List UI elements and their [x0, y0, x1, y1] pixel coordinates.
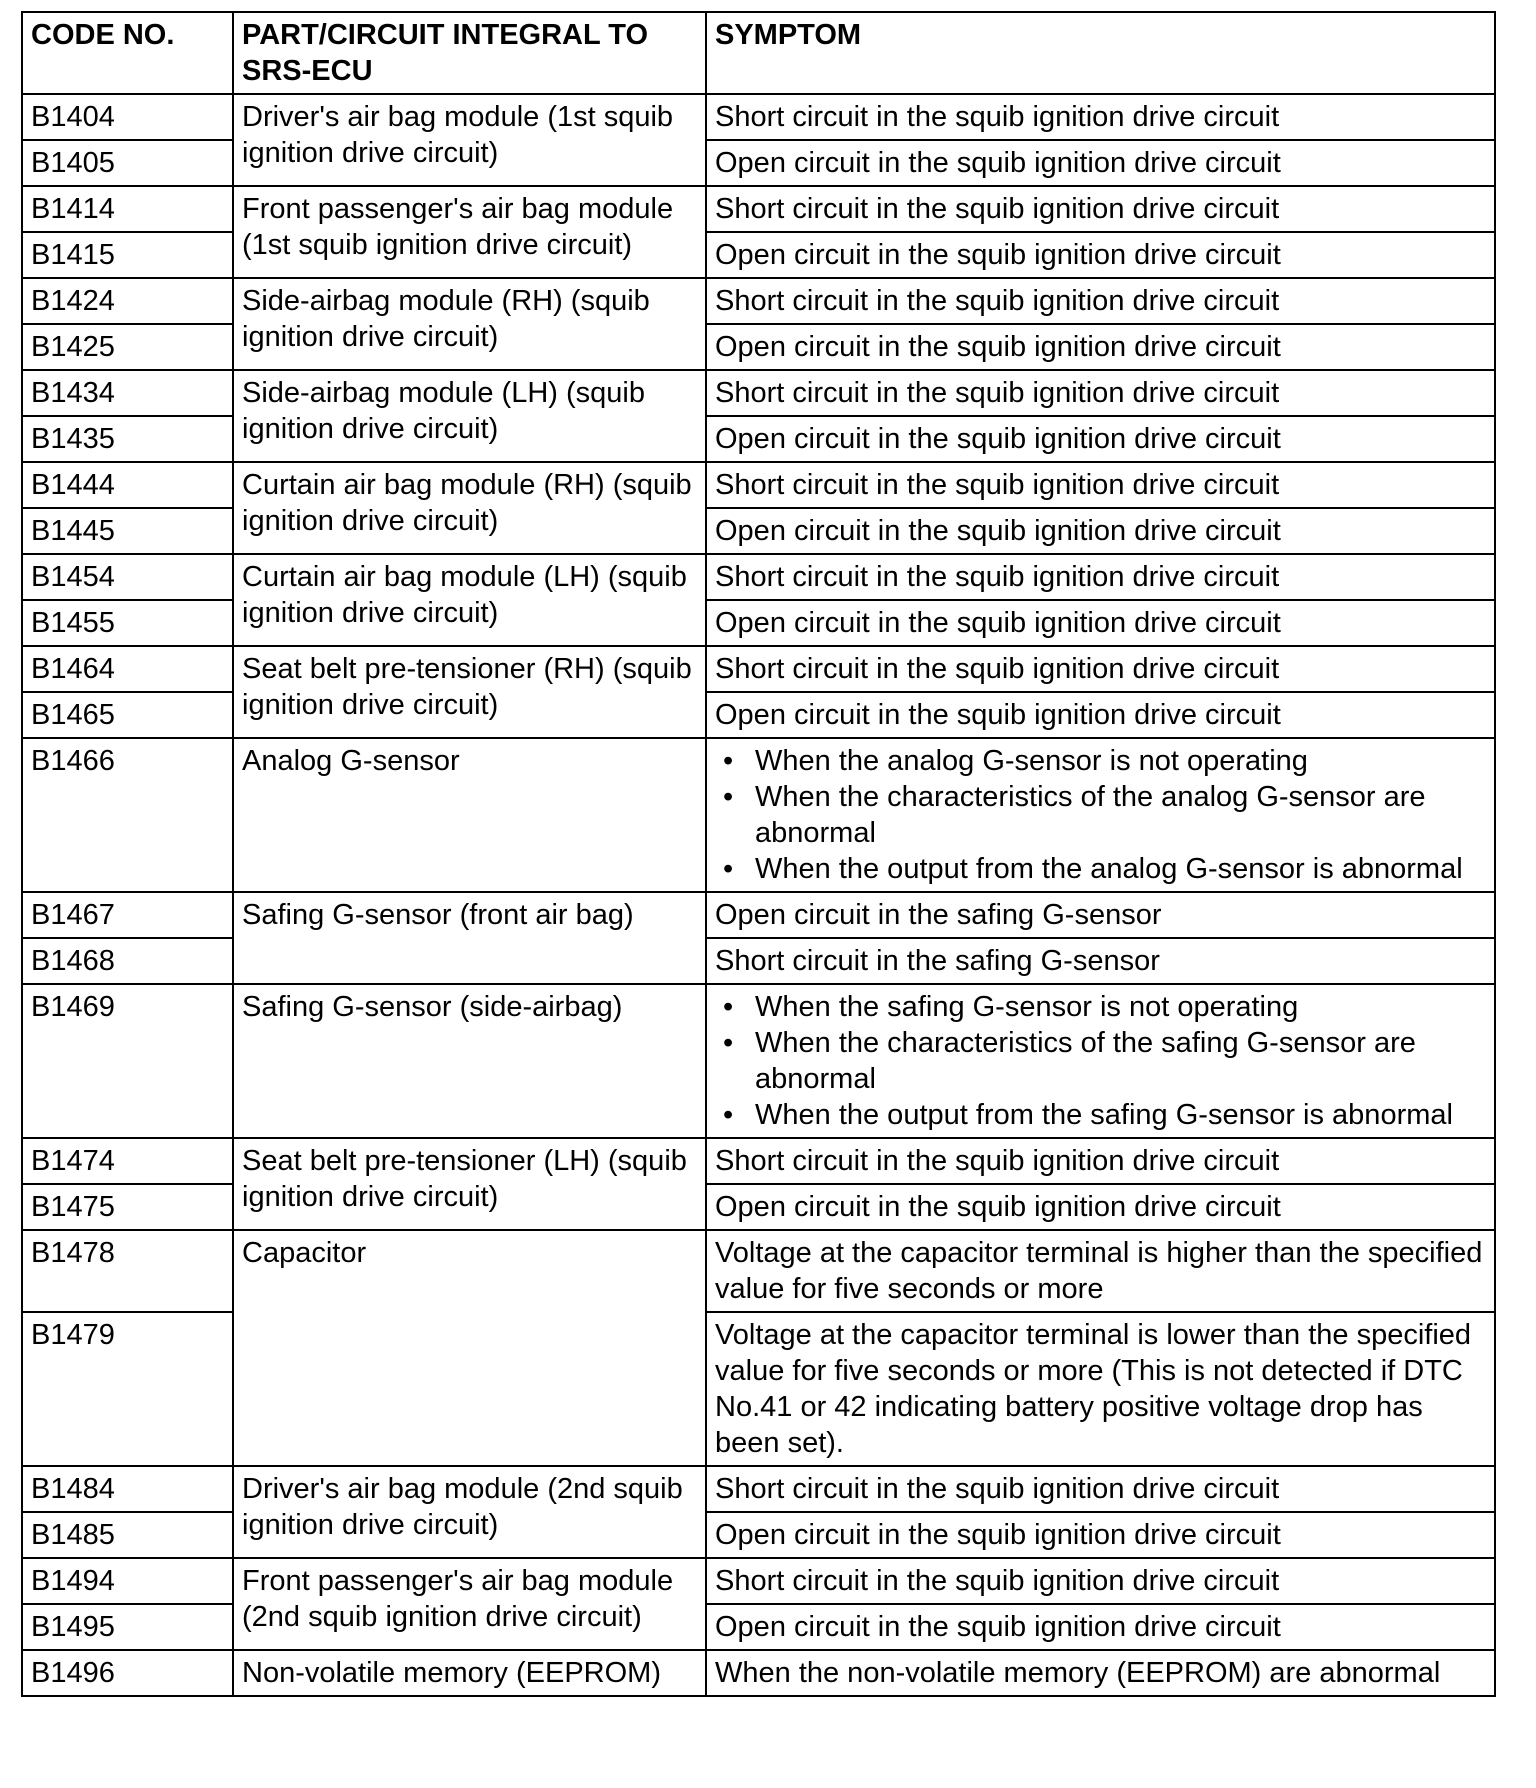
symptom-bullet-item: • When the characteristics of the analog G-sensor are abnormal [755, 779, 1488, 851]
symptom-cell: Voltage at the capacitor terminal is higher than the specified value for five seconds or more [706, 1230, 1495, 1312]
part-cell: Front passenger's air bag module (1st squib ignition drive circuit) [233, 186, 706, 278]
code-cell: B1424 [22, 278, 233, 324]
part-cell: Capacitor [233, 1230, 706, 1466]
table-row [22, 1466, 1495, 1512]
symptom-cell: Short circuit in the safing G-sensor [706, 938, 1495, 984]
header-row [22, 12, 1495, 94]
symptom-cell: Open circuit in the squib ignition drive circuit [706, 416, 1495, 462]
part-cell: Analog G-sensor [233, 738, 706, 892]
table-row [22, 1138, 1495, 1184]
part-cell: Safing G-sensor (front air bag) [233, 892, 706, 984]
code-cell: B1464 [22, 646, 233, 692]
code-cell: B1404 [22, 94, 233, 140]
part-cell: Seat belt pre-tensioner (RH) (squib ignition drive circuit) [233, 646, 706, 738]
part-cell: Side-airbag module (RH) (squib ignition drive circuit) [233, 278, 706, 370]
symptom-bullet-item: • When the characteristics of the safing G-sensor are abnormal [755, 1025, 1488, 1097]
part-cell: Front passenger's air bag module (2nd squib ignition drive circuit) [233, 1558, 706, 1650]
code-cell: B1468 [22, 938, 233, 984]
symptom-cell [706, 984, 1495, 1138]
symptom-cell: When the non-volatile memory (EEPROM) are abnormal [706, 1650, 1495, 1696]
symptom-bullet-list [715, 743, 1488, 887]
symptom-cell: Short circuit in the squib ignition drive circuit [706, 1138, 1495, 1184]
code-cell: B1496 [22, 1650, 233, 1696]
table-row [22, 892, 1495, 938]
code-cell: B1494 [22, 1558, 233, 1604]
code-cell: B1414 [22, 186, 233, 232]
symptom-cell: Open circuit in the squib ignition drive circuit [706, 232, 1495, 278]
symptom-cell: Open circuit in the squib ignition drive circuit [706, 1512, 1495, 1558]
symptom-cell: Voltage at the capacitor terminal is lower than the specified value for five seconds or more (This is not detected if DTC No.41 or 42 indicating battery positive voltage drop has been set). [706, 1312, 1495, 1466]
code-cell: B1455 [22, 600, 233, 646]
table-row [22, 1230, 1495, 1312]
code-cell: B1465 [22, 692, 233, 738]
code-cell: B1474 [22, 1138, 233, 1184]
symptom-bullet-list [715, 989, 1488, 1133]
part-cell: Curtain air bag module (RH) (squib ignition drive circuit) [233, 462, 706, 554]
table-row [22, 278, 1495, 324]
code-cell: B1435 [22, 416, 233, 462]
code-cell: B1445 [22, 508, 233, 554]
part-cell: Driver's air bag module (2nd squib ignition drive circuit) [233, 1466, 706, 1558]
symptom-bullet-item: • When the output from the analog G-sensor is abnormal [755, 851, 1488, 887]
symptom-cell: Short circuit in the squib ignition drive circuit [706, 1466, 1495, 1512]
part-cell: Curtain air bag module (LH) (squib ignition drive circuit) [233, 554, 706, 646]
symptom-cell: Open circuit in the squib ignition drive circuit [706, 508, 1495, 554]
code-cell: B1495 [22, 1604, 233, 1650]
table-row [22, 1558, 1495, 1604]
symptom-cell: Short circuit in the squib ignition drive circuit [706, 370, 1495, 416]
code-cell: B1434 [22, 370, 233, 416]
table-row [22, 554, 1495, 600]
header-part-circuit: PART/CIRCUIT INTEGRAL TO SRS-ECU [233, 12, 706, 94]
code-cell: B1469 [22, 984, 233, 1138]
symptom-cell: Open circuit in the squib ignition drive circuit [706, 140, 1495, 186]
code-cell: B1444 [22, 462, 233, 508]
table-body [22, 94, 1495, 1696]
symptom-cell: Open circuit in the squib ignition drive circuit [706, 1184, 1495, 1230]
code-cell: B1478 [22, 1230, 233, 1312]
code-cell: B1466 [22, 738, 233, 892]
part-cell: Side-airbag module (LH) (squib ignition drive circuit) [233, 370, 706, 462]
code-cell: B1475 [22, 1184, 233, 1230]
symptom-cell: Short circuit in the squib ignition drive circuit [706, 1558, 1495, 1604]
symptom-cell: Short circuit in the squib ignition drive circuit [706, 554, 1495, 600]
table-row [22, 1650, 1495, 1696]
code-cell: B1467 [22, 892, 233, 938]
symptom-cell: Short circuit in the squib ignition drive circuit [706, 186, 1495, 232]
table-row [22, 984, 1495, 1138]
header-code-no: CODE NO. [22, 12, 233, 94]
code-cell: B1405 [22, 140, 233, 186]
symptom-cell [706, 738, 1495, 892]
code-cell: B1425 [22, 324, 233, 370]
symptom-cell: Open circuit in the safing G-sensor [706, 892, 1495, 938]
table-row [22, 462, 1495, 508]
code-cell: B1484 [22, 1466, 233, 1512]
symptom-cell: Open circuit in the squib ignition drive circuit [706, 324, 1495, 370]
symptom-bullet-item: • When the output from the safing G-sensor is abnormal [755, 1097, 1488, 1133]
symptom-cell: Open circuit in the squib ignition drive circuit [706, 692, 1495, 738]
symptom-bullet-item: • When the safing G-sensor is not operating [755, 989, 1488, 1025]
symptom-cell: Short circuit in the squib ignition drive circuit [706, 462, 1495, 508]
symptom-cell: Short circuit in the squib ignition drive circuit [706, 646, 1495, 692]
symptom-cell: Short circuit in the squib ignition drive circuit [706, 94, 1495, 140]
table-header [22, 12, 1495, 94]
table-row [22, 370, 1495, 416]
code-cell: B1454 [22, 554, 233, 600]
dtc-table [21, 11, 1496, 1697]
code-cell: B1485 [22, 1512, 233, 1558]
part-cell: Seat belt pre-tensioner (LH) (squib ignition drive circuit) [233, 1138, 706, 1230]
part-cell: Safing G-sensor (side-airbag) [233, 984, 706, 1138]
part-cell: Driver's air bag module (1st squib ignition drive circuit) [233, 94, 706, 186]
code-cell: B1479 [22, 1312, 233, 1466]
code-cell: B1415 [22, 232, 233, 278]
table-row [22, 738, 1495, 892]
symptom-cell: Open circuit in the squib ignition drive circuit [706, 600, 1495, 646]
symptom-bullet-item: • When the analog G-sensor is not operating [755, 743, 1488, 779]
part-cell: Non-volatile memory (EEPROM) [233, 1650, 706, 1696]
header-symptom: SYMPTOM [706, 12, 1495, 94]
table-row [22, 186, 1495, 232]
symptom-cell: Open circuit in the squib ignition drive circuit [706, 1604, 1495, 1650]
table-row [22, 646, 1495, 692]
symptom-cell: Short circuit in the squib ignition drive circuit [706, 278, 1495, 324]
table-row [22, 94, 1495, 140]
